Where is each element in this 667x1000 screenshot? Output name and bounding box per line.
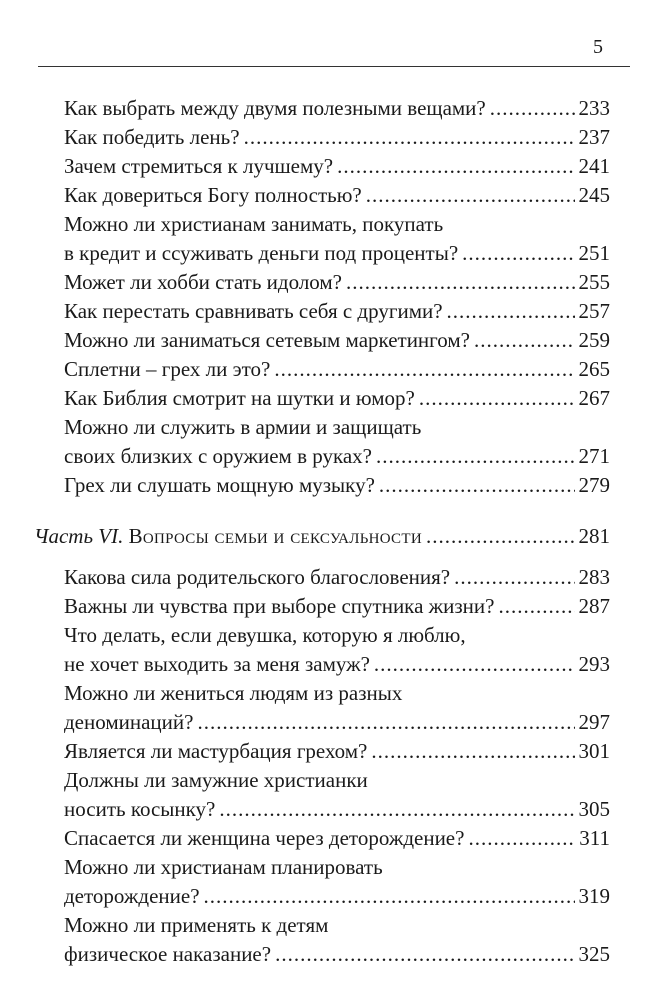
toc-entry-page: 237 bbox=[578, 125, 610, 149]
toc-entry-text: Является ли мастурбация грехом? bbox=[64, 739, 368, 763]
leader-dots bbox=[346, 268, 574, 297]
toc-entry-text: деноминаций? bbox=[64, 710, 194, 734]
toc-entry bbox=[64, 326, 610, 355]
toc-entry-line bbox=[64, 911, 610, 940]
toc-entry bbox=[64, 384, 610, 413]
part-heading bbox=[34, 522, 610, 551]
leader-dots bbox=[275, 940, 574, 969]
toc-entry-text: носить косынку? bbox=[64, 797, 216, 821]
toc-entry-text: Сплетни – грех ли это? bbox=[64, 357, 271, 381]
toc-entry-text: деторождение? bbox=[64, 884, 200, 908]
toc-entry bbox=[64, 123, 610, 152]
toc-entry-line bbox=[64, 442, 610, 471]
toc-entry-page: 293 bbox=[578, 652, 610, 676]
toc-entry-text: Спасается ли женщина через деторождение? bbox=[64, 826, 465, 850]
toc-entry-line bbox=[64, 152, 610, 181]
toc-entry-text: Грех ли слушать мощную музыку? bbox=[64, 473, 375, 497]
toc-entry-line bbox=[64, 592, 610, 621]
toc-entry-line bbox=[64, 708, 610, 737]
leader-dots bbox=[337, 152, 574, 181]
toc-entry-text: Можно ли служить в армии и защищать bbox=[64, 415, 422, 439]
toc-list-a bbox=[64, 94, 610, 500]
toc-entry-page: 267 bbox=[578, 386, 610, 410]
leader-dots bbox=[204, 882, 575, 911]
toc-entry-page: 319 bbox=[578, 884, 610, 908]
toc-entry-page: 233 bbox=[578, 96, 610, 120]
leader-dots bbox=[197, 708, 574, 737]
toc-entry-text: в кредит и ссуживать деньги под проценты? bbox=[64, 241, 459, 265]
toc-entry-text: Как выбрать между двумя полезными вещами? bbox=[64, 96, 486, 120]
leader-dots bbox=[447, 297, 575, 326]
toc-entry-text: своих близких с оружием в руках? bbox=[64, 444, 372, 468]
toc-entry-page: 255 bbox=[578, 270, 610, 294]
toc-entry bbox=[64, 94, 610, 123]
toc-entry-line bbox=[64, 471, 610, 500]
leader-dots bbox=[419, 384, 575, 413]
toc-entry-line bbox=[64, 413, 610, 442]
toc-entry-page: 287 bbox=[578, 594, 610, 618]
toc-entry-text: Важны ли чувства при выборе спутника жизни? bbox=[64, 594, 495, 618]
toc-entry-text: не хочет выходить за меня замуж? bbox=[64, 652, 370, 676]
toc-entry-line bbox=[64, 326, 610, 355]
toc-entry-line bbox=[64, 210, 610, 239]
toc-entry-line bbox=[64, 940, 610, 969]
toc-entry-text: Можно ли христианам занимать, покупать bbox=[64, 212, 444, 236]
toc-entry-text: Что делать, если девушка, которую я люблю, bbox=[64, 623, 466, 647]
toc-entry-page: 251 bbox=[578, 241, 610, 265]
leader-dots bbox=[274, 355, 574, 384]
toc-entry-page: 325 bbox=[578, 942, 610, 966]
toc-entry-line bbox=[64, 795, 610, 824]
toc-entry-page: 279 bbox=[578, 473, 610, 497]
toc-entry bbox=[64, 471, 610, 500]
toc-entry-line bbox=[64, 297, 610, 326]
toc-entry-text: Можно ли применять к детям bbox=[64, 913, 329, 937]
toc-entry bbox=[64, 355, 610, 384]
toc-entry-text: Как довериться Богу полностью? bbox=[64, 183, 362, 207]
toc-entry-text: Может ли хобби стать идолом? bbox=[64, 270, 343, 294]
toc-entry-text: Как перестать сравнивать себя с другими? bbox=[64, 299, 443, 323]
toc-entry-line bbox=[64, 268, 610, 297]
leader-dots bbox=[374, 650, 575, 679]
part-page: 281 bbox=[578, 524, 610, 548]
part-heading-line bbox=[34, 522, 610, 551]
toc-entry bbox=[64, 621, 610, 679]
toc-entry-line bbox=[64, 355, 610, 384]
toc-entry-line bbox=[64, 123, 610, 152]
leader-dots bbox=[462, 239, 574, 268]
toc-entry-text: Какова сила родительского благословения? bbox=[64, 565, 451, 589]
toc-entry-line bbox=[64, 824, 610, 853]
toc-entry bbox=[64, 592, 610, 621]
toc-entry bbox=[64, 181, 610, 210]
toc-entry-text: Можно ли заниматься сетевым маркетингом? bbox=[64, 328, 470, 352]
toc-entry bbox=[64, 679, 610, 737]
toc-entry bbox=[64, 911, 610, 969]
leader-dots bbox=[379, 471, 575, 500]
toc-list-b bbox=[64, 563, 610, 969]
toc-entry-line bbox=[64, 94, 610, 123]
table-of-contents bbox=[34, 94, 610, 969]
toc-entry bbox=[64, 413, 610, 471]
leader-dots bbox=[474, 326, 575, 355]
page-number: 5 bbox=[593, 36, 603, 58]
toc-entry-line bbox=[64, 621, 610, 650]
leader-dots bbox=[498, 592, 574, 621]
toc-entry-page: 297 bbox=[578, 710, 610, 734]
leader-dots bbox=[371, 737, 574, 766]
toc-entry-line bbox=[64, 679, 610, 708]
leader-dots bbox=[219, 795, 574, 824]
toc-entry-page: 305 bbox=[578, 797, 610, 821]
toc-entry bbox=[64, 210, 610, 268]
toc-entry bbox=[64, 268, 610, 297]
toc-entry-text: Можно ли христианам планировать bbox=[64, 855, 383, 879]
toc-entry-text: Должны ли замужние христианки bbox=[64, 768, 368, 792]
toc-entry-page: 271 bbox=[578, 444, 610, 468]
toc-entry bbox=[64, 737, 610, 766]
toc-entry-page: 259 bbox=[578, 328, 610, 352]
toc-entry-page: 257 bbox=[578, 299, 610, 323]
toc-entry-page: 283 bbox=[578, 565, 610, 589]
leader-dots bbox=[490, 94, 575, 123]
toc-entry-line bbox=[64, 737, 610, 766]
part-heading-text bbox=[34, 522, 422, 551]
toc-entry-page: 301 bbox=[578, 739, 610, 763]
toc-entry bbox=[64, 766, 610, 824]
toc-entry bbox=[64, 853, 610, 911]
leader-dots bbox=[244, 123, 575, 152]
leader-dots bbox=[468, 824, 575, 853]
toc-entry-line bbox=[64, 384, 610, 413]
leader-dots bbox=[426, 522, 575, 551]
toc-entry bbox=[64, 297, 610, 326]
toc-entry-text: Можно ли жениться людям из разных bbox=[64, 681, 403, 705]
toc-entry-line bbox=[64, 563, 610, 592]
toc-entry-line bbox=[64, 650, 610, 679]
toc-entry-page: 311 bbox=[579, 826, 610, 850]
toc-entry-text: Как Библия смотрит на шутки и юмор? bbox=[64, 386, 415, 410]
toc-entry-line bbox=[64, 181, 610, 210]
toc-entry bbox=[64, 824, 610, 853]
toc-entry-line bbox=[64, 766, 610, 795]
toc-entry-text: Как победить лень? bbox=[64, 125, 240, 149]
leader-dots bbox=[376, 442, 575, 471]
toc-entry-page: 265 bbox=[578, 357, 610, 381]
toc-entry-page: 245 bbox=[578, 183, 610, 207]
toc-entry bbox=[64, 152, 610, 181]
leader-dots bbox=[454, 563, 574, 592]
toc-entry-line bbox=[64, 853, 610, 882]
toc-entry-text: Зачем стремиться к лучшему? bbox=[64, 154, 334, 178]
header-rule bbox=[38, 66, 630, 67]
toc-entry bbox=[64, 563, 610, 592]
part-title: Вопросы семьи и сексуальности bbox=[128, 524, 422, 548]
toc-entry-line bbox=[64, 882, 610, 911]
toc-entry-text: физическое наказание? bbox=[64, 942, 272, 966]
leader-dots bbox=[366, 181, 575, 210]
toc-entry-line bbox=[64, 239, 610, 268]
toc-entry-page: 241 bbox=[578, 154, 610, 178]
part-label: Часть VI. bbox=[34, 524, 124, 548]
